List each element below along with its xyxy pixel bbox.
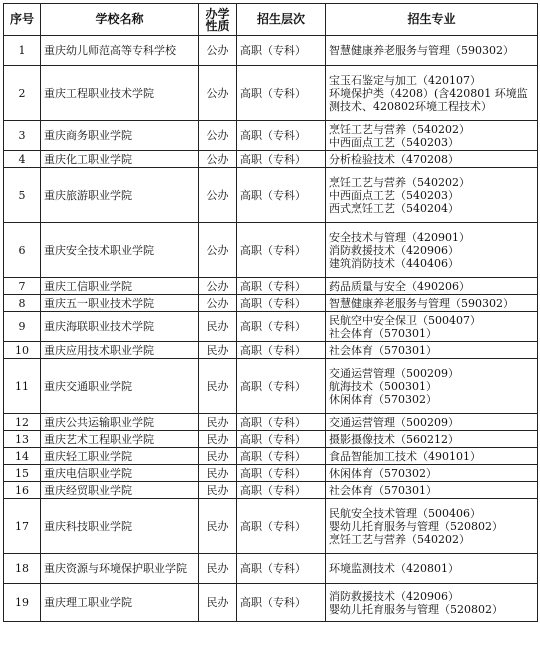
major-item: 测技术、420802环境工程技术）	[329, 99, 492, 113]
admission-majors	[326, 295, 538, 312]
school-nature: 民办	[199, 359, 237, 414]
major-item: 休闲体育（570302）	[329, 392, 437, 406]
school-nature: 民办	[199, 554, 237, 584]
row-index: 9	[4, 312, 41, 342]
major-item: 社会体育（570301）	[329, 483, 437, 497]
admission-level: 高职（专科）	[237, 66, 326, 121]
school-nature: 公办	[199, 168, 237, 223]
admission-level: 高职（专科）	[237, 584, 326, 622]
school-nature: 公办	[199, 121, 237, 151]
header-school-name: 学校名称	[41, 4, 199, 36]
major-item: 消防救援技术（420906）	[329, 589, 459, 603]
admission-level: 高职（专科）	[237, 359, 326, 414]
school-name: 重庆旅游职业学院	[41, 168, 199, 223]
table-row	[4, 584, 538, 622]
school-name: 重庆工信职业学院	[41, 278, 199, 295]
admission-majors	[326, 359, 538, 414]
major-item: 烹饪工艺与营养（540202）	[329, 532, 470, 546]
row-index: 11	[4, 359, 41, 414]
table-row	[4, 278, 538, 295]
major-item: 环境监测技术（420801）	[329, 562, 459, 575]
major-item: 药品质量与安全（490206）	[329, 279, 470, 293]
admission-level: 高职（专科）	[237, 121, 326, 151]
major-item: 建筑消防技术（440406）	[329, 256, 459, 270]
admission-majors	[326, 121, 538, 151]
major-item: 中西面点工艺（540203）	[329, 188, 459, 202]
admission-majors	[326, 342, 538, 359]
admission-level: 高职（专科）	[237, 499, 326, 554]
row-index: 12	[4, 414, 41, 431]
major-item: 安全技术与管理（420901）	[329, 230, 470, 244]
school-name: 重庆海联职业技术学院	[41, 312, 199, 342]
major-item: 西式烹饪工艺（540204）	[329, 201, 459, 215]
major-item: 交通运营管理（500209）	[329, 415, 459, 429]
admission-majors	[326, 223, 538, 278]
school-nature: 公办	[199, 278, 237, 295]
school-nature: 民办	[199, 342, 237, 359]
admission-level: 高职（专科）	[237, 465, 326, 482]
school-nature: 民办	[199, 312, 237, 342]
admission-majors	[326, 66, 538, 121]
admissions-table-wrapper	[3, 3, 538, 622]
table-row	[4, 342, 538, 359]
major-item: 分析检验技术（470208）	[329, 152, 459, 166]
admission-majors	[326, 36, 538, 66]
school-name: 重庆五一职业技术学院	[41, 295, 199, 312]
row-index: 8	[4, 295, 41, 312]
admission-level: 高职（专科）	[237, 448, 326, 465]
major-item: 烹饪工艺与营养（540202）	[329, 175, 470, 189]
school-name: 重庆安全技术职业学院	[41, 223, 199, 278]
admission-majors	[326, 584, 538, 622]
row-index: 16	[4, 482, 41, 499]
admission-majors	[326, 312, 538, 342]
admission-level: 高职（专科）	[237, 223, 326, 278]
admission-majors	[326, 168, 538, 223]
admission-level: 高职（专科）	[237, 168, 326, 223]
table-row	[4, 223, 538, 278]
major-item: 社会体育（570301）	[329, 343, 437, 357]
admission-majors	[326, 431, 538, 448]
table-row	[4, 66, 538, 121]
row-index: 19	[4, 584, 41, 622]
admission-majors	[326, 482, 538, 499]
admission-majors	[326, 448, 538, 465]
admission-level: 高职（专科）	[237, 554, 326, 584]
table-row	[4, 295, 538, 312]
row-index: 2	[4, 66, 41, 121]
major-item: 民航安全技术管理（500406）	[329, 506, 481, 520]
row-index: 1	[4, 36, 41, 66]
admission-majors	[326, 278, 538, 295]
admission-majors	[326, 414, 538, 431]
admission-majors	[326, 554, 538, 584]
row-index: 15	[4, 465, 41, 482]
admissions-table	[3, 3, 538, 622]
major-item: 烹饪工艺与营养（540202）	[329, 122, 470, 136]
table-row	[4, 465, 538, 482]
school-name: 重庆理工职业学院	[41, 584, 199, 622]
school-name: 重庆工程职业技术学院	[41, 66, 199, 121]
table-row	[4, 36, 538, 66]
admission-level: 高职（专科）	[237, 295, 326, 312]
admission-level: 高职（专科）	[237, 414, 326, 431]
major-item: 中西面点工艺（540203）	[329, 135, 459, 149]
row-index: 13	[4, 431, 41, 448]
row-index: 18	[4, 554, 41, 584]
admission-majors	[326, 465, 538, 482]
header-row	[4, 4, 538, 36]
table-row	[4, 312, 538, 342]
table-body	[4, 36, 538, 622]
major-item: 民航空中安全保卫（500407）	[329, 313, 481, 327]
school-nature: 民办	[199, 431, 237, 448]
school-name: 重庆轻工职业学院	[41, 448, 199, 465]
header-admission-level: 招生层次	[237, 4, 326, 36]
school-nature: 民办	[199, 482, 237, 499]
header-school-nature	[199, 4, 237, 36]
school-name: 重庆经贸职业学院	[41, 482, 199, 499]
school-nature: 公办	[199, 151, 237, 168]
school-nature: 民办	[199, 584, 237, 622]
admission-level: 高职（专科）	[237, 151, 326, 168]
school-name: 重庆公共运输职业学院	[41, 414, 199, 431]
school-nature: 民办	[199, 499, 237, 554]
table-row	[4, 448, 538, 465]
school-name: 重庆艺术工程职业学院	[41, 431, 199, 448]
school-nature: 公办	[199, 66, 237, 121]
row-index: 17	[4, 499, 41, 554]
major-item: 摄影摄像技术（560212）	[329, 432, 459, 446]
row-index: 3	[4, 121, 41, 151]
admission-level: 高职（专科）	[237, 431, 326, 448]
school-name: 重庆化工职业学院	[41, 151, 199, 168]
major-item: 智慧健康养老服务与管理（590302）	[329, 44, 514, 57]
school-nature: 民办	[199, 414, 237, 431]
row-index: 6	[4, 223, 41, 278]
row-index: 4	[4, 151, 41, 168]
school-nature: 民办	[199, 465, 237, 482]
header-nature-line1: 办学	[205, 6, 230, 21]
table-row	[4, 482, 538, 499]
admission-level: 高职（专科）	[237, 36, 326, 66]
school-name: 重庆商务职业学院	[41, 121, 199, 151]
table-row	[4, 168, 538, 223]
school-name: 重庆资源与环境保护职业学院	[41, 554, 199, 584]
major-item: 智慧健康养老服务与管理（590302）	[329, 296, 514, 310]
school-nature: 公办	[199, 36, 237, 66]
major-item: 婴幼儿托育服务与管理（520802）	[329, 519, 503, 533]
school-name: 重庆电信职业学院	[41, 465, 199, 482]
major-item: 休闲体育（570302）	[329, 466, 437, 480]
table-row	[4, 554, 538, 584]
header-nature-line2: 性质	[205, 18, 230, 33]
row-index: 10	[4, 342, 41, 359]
major-item: 婴幼儿托育服务与管理（520802）	[329, 602, 503, 616]
header-admission-major: 招生专业	[326, 4, 538, 36]
school-name: 重庆幼儿师范高等专科学校	[41, 36, 199, 66]
major-item: 航海技术（500301）	[329, 379, 437, 393]
header-index: 序号	[4, 4, 41, 36]
school-nature: 公办	[199, 295, 237, 312]
major-item: 消防救援技术（420906）	[329, 243, 459, 257]
admission-majors	[326, 151, 538, 168]
row-index: 14	[4, 448, 41, 465]
admission-level: 高职（专科）	[237, 482, 326, 499]
admission-level: 高职（专科）	[237, 278, 326, 295]
major-item: 宝玉石鉴定与加工（420107）	[329, 73, 481, 87]
school-name: 重庆应用技术职业学院	[41, 342, 199, 359]
major-item: 社会体育（570301）	[329, 326, 437, 340]
school-nature: 公办	[199, 223, 237, 278]
table-row	[4, 431, 538, 448]
admission-level: 高职（专科）	[237, 312, 326, 342]
table-row	[4, 151, 538, 168]
major-item: 环境保护类（4208）(含420801 环境监	[329, 86, 528, 100]
admission-level: 高职（专科）	[237, 342, 326, 359]
school-name: 重庆交通职业学院	[41, 359, 199, 414]
table-row	[4, 359, 538, 414]
school-name: 重庆科技职业学院	[41, 499, 199, 554]
table-row	[4, 499, 538, 554]
table-row	[4, 121, 538, 151]
admission-majors	[326, 499, 538, 554]
table-row	[4, 414, 538, 431]
major-item: 食品智能加工技术（490101）	[329, 449, 481, 463]
row-index: 7	[4, 278, 41, 295]
row-index: 5	[4, 168, 41, 223]
major-item: 交通运营管理（500209）	[329, 366, 459, 380]
school-nature: 民办	[199, 448, 237, 465]
